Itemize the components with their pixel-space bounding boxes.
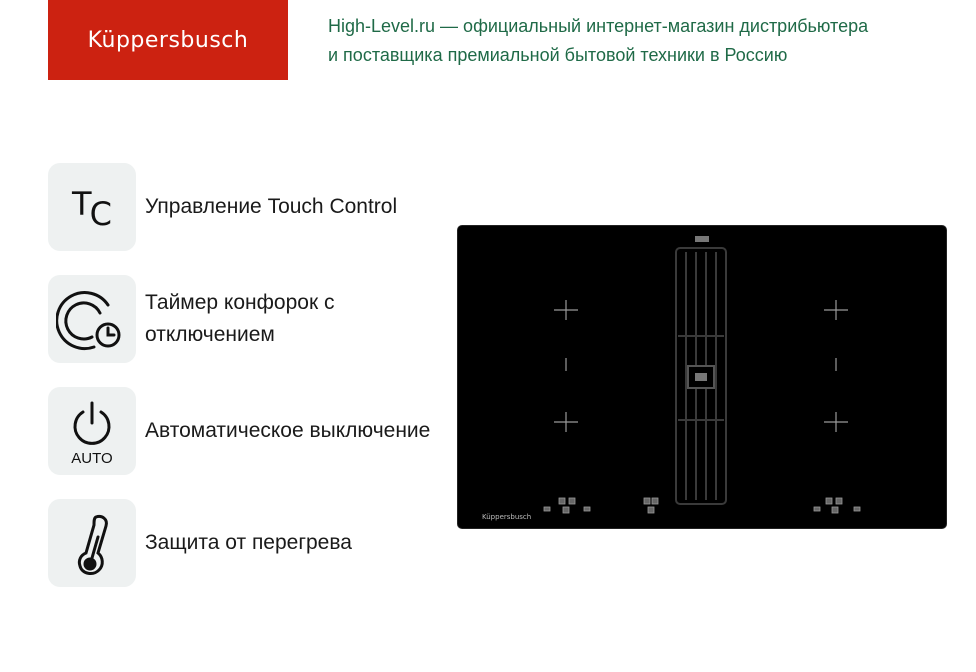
- touch-control-icon-text: TC: [71, 185, 113, 233]
- timer-icon: [48, 275, 136, 363]
- feature-label: Автоматическое выключение: [145, 419, 431, 442]
- feature-label: Управление Touch Control: [145, 195, 398, 218]
- feature-touch-control: [48, 163, 448, 251]
- power-auto-icon: [48, 387, 136, 475]
- feature-label: Таймер конфорок с отключением: [145, 291, 335, 346]
- brand-logo[interactable]: [48, 0, 288, 80]
- hob-vent-grille: [676, 248, 726, 504]
- feature-label: Защита от перегрева: [145, 531, 352, 554]
- hob-controls: [544, 498, 860, 513]
- hob-brand-print: Küppersbusch: [482, 513, 532, 521]
- feature-overheat-protection: [48, 499, 448, 587]
- tagline-line-1: High-Level.ru — официальный интернет-магазин дистрибьютера: [328, 16, 869, 36]
- thermometer-icon: [48, 499, 136, 587]
- power-auto-icon-text: AUTO: [71, 450, 113, 467]
- feature-timer: [48, 275, 448, 363]
- product-hob-image: [458, 226, 946, 528]
- tagline-line-2: и поставщика премиальной бытовой техники в Россию: [328, 45, 788, 65]
- header-tagline: [328, 12, 948, 70]
- brand-logo-text: Küppersbusch: [87, 27, 249, 53]
- touch-control-icon: [48, 163, 136, 251]
- feature-auto-off: [48, 387, 448, 475]
